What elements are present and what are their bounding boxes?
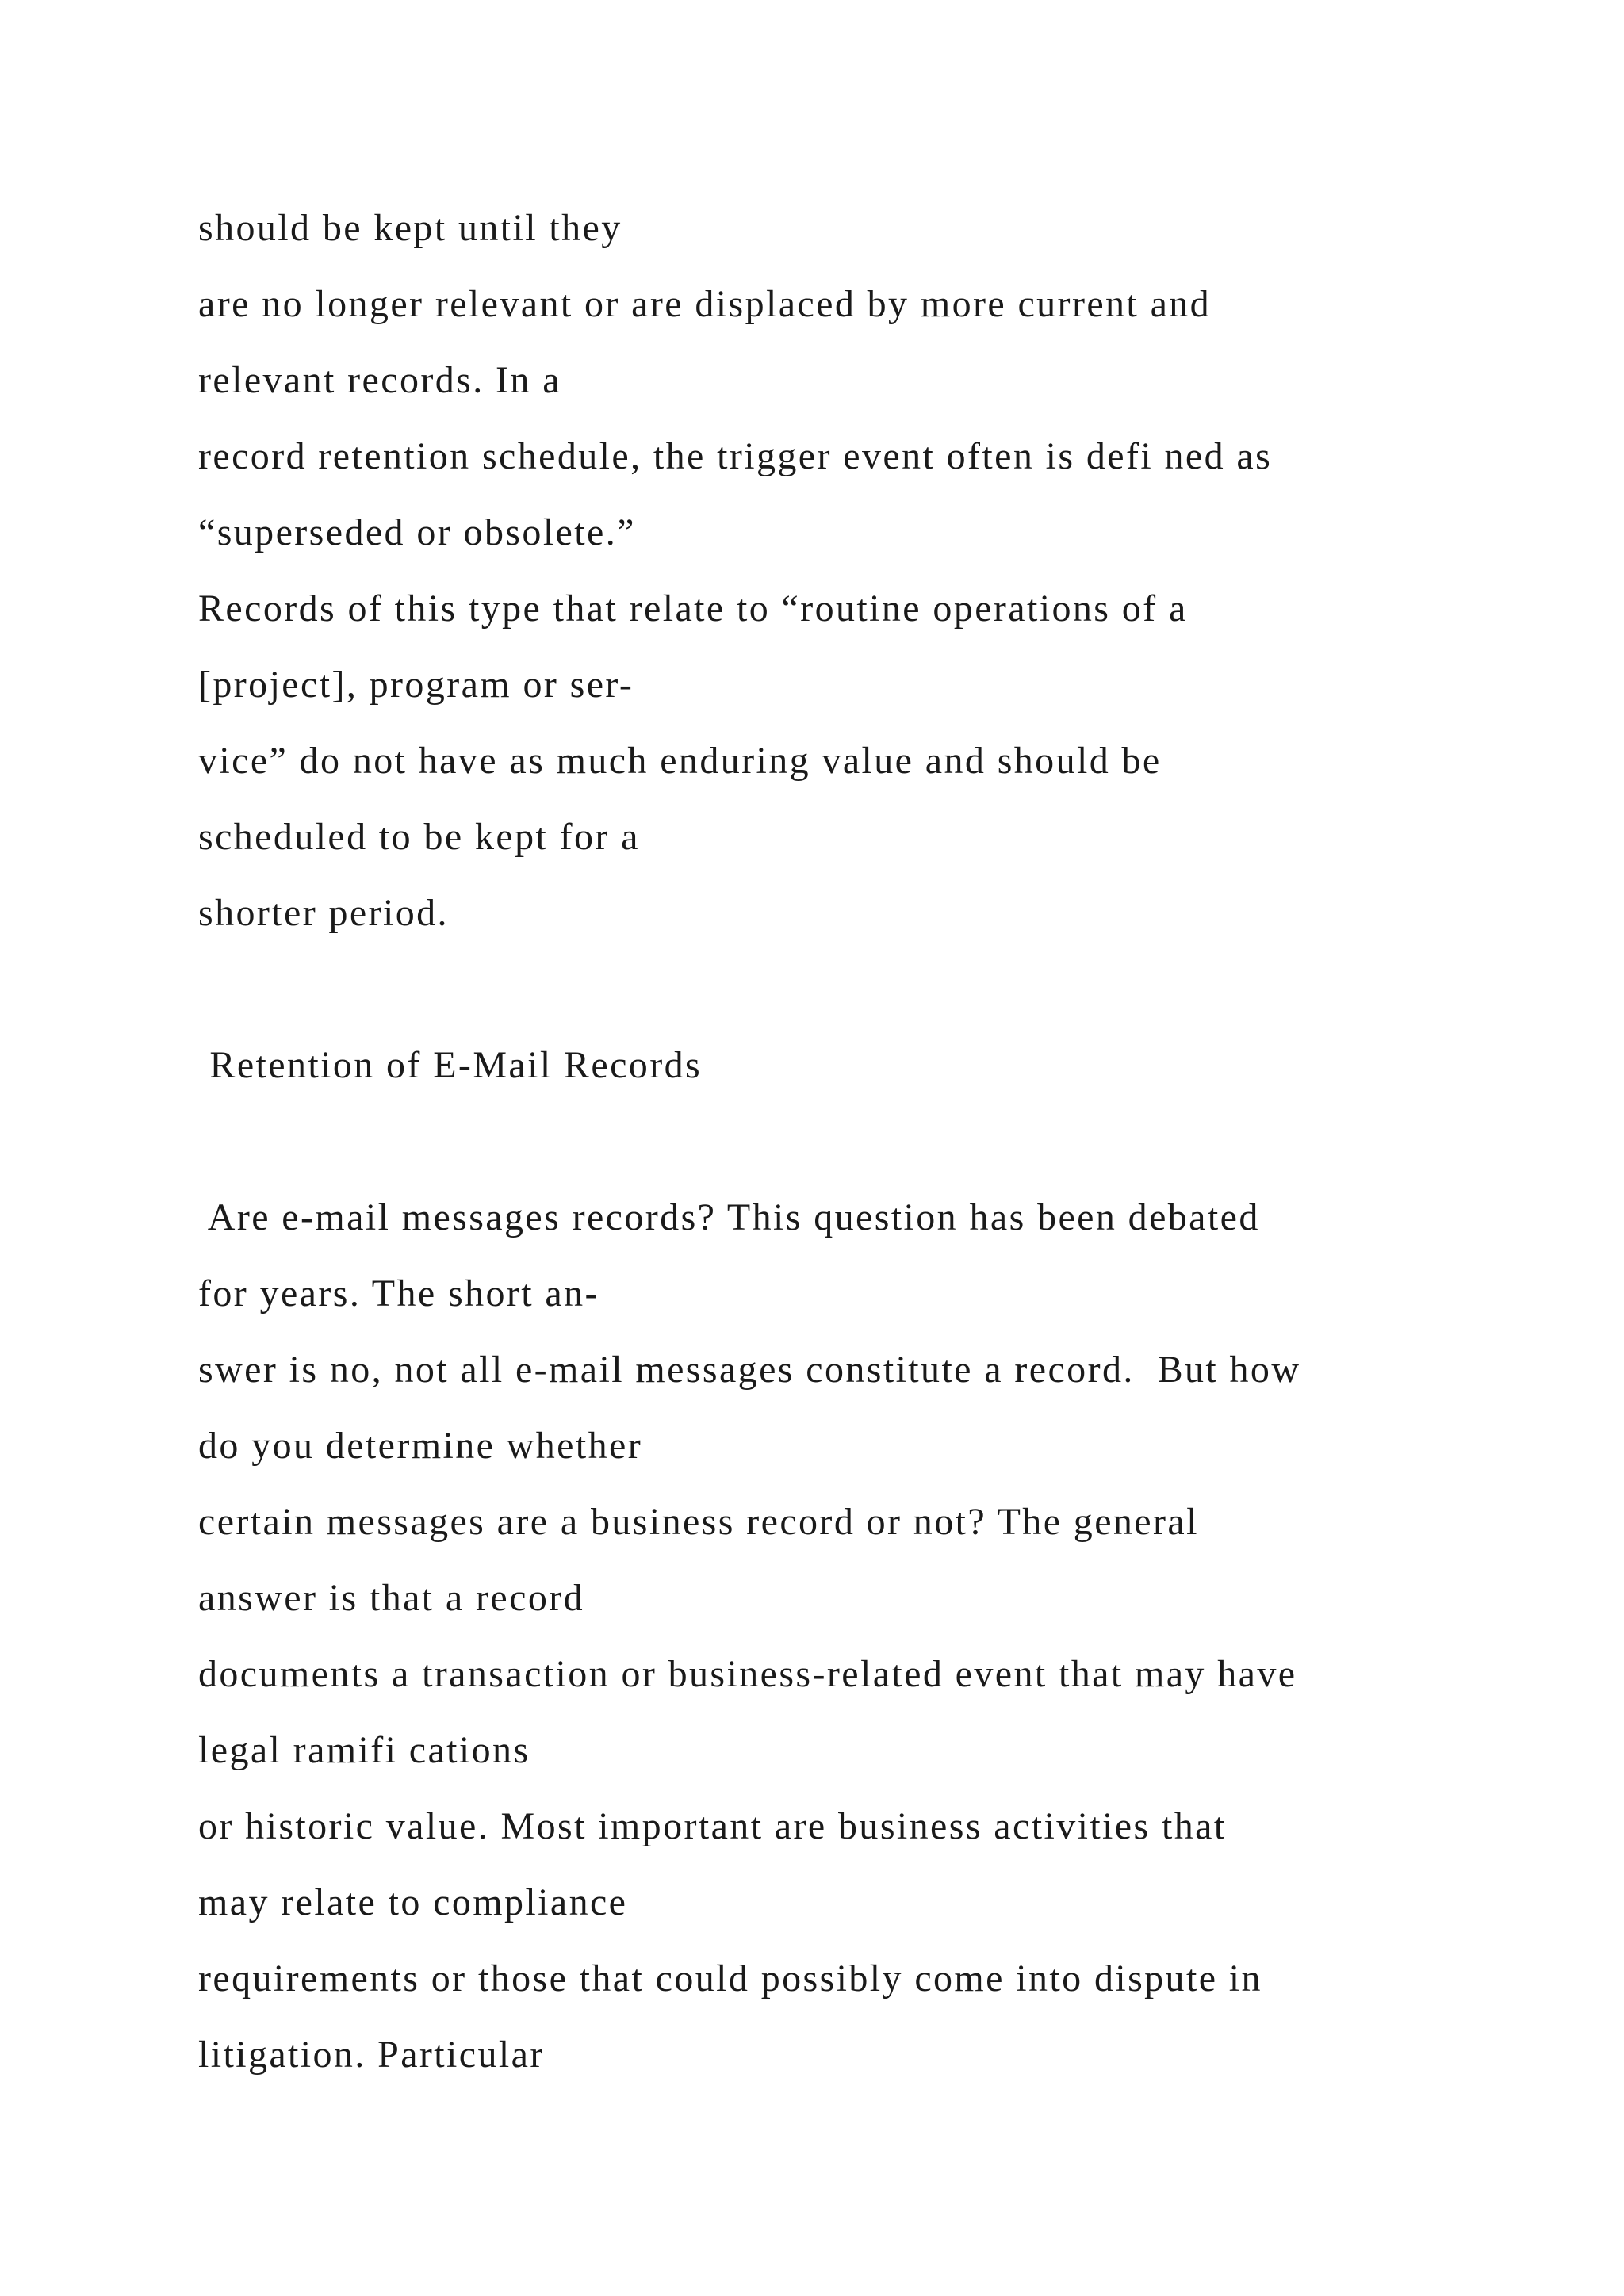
text-line: relevant records. In a: [198, 359, 561, 401]
text-line: do you determine whether: [198, 1425, 643, 1467]
text-line: [project], program or ser-: [198, 664, 634, 706]
text-line: or historic value. Most important are business activities that: [198, 1805, 1227, 1847]
text-line: Are e-mail messages records? This question has been debated: [198, 1196, 1260, 1238]
text-line: scheduled to be kept for a: [198, 816, 640, 858]
text-line: answer is that a record: [198, 1577, 585, 1619]
text-line: requirements or those that could possibly come into dispute in: [198, 1957, 1262, 1999]
text-line: vice” do not have as much enduring value and should be: [198, 740, 1162, 782]
text-line: documents a transaction or business-related event that may have: [198, 1653, 1297, 1695]
paragraph-records-superseded: [198, 190, 1546, 951]
text-line: swer is no, not all e-mail messages constitute a record. But how: [198, 1349, 1301, 1391]
paragraph-email-records: [198, 1180, 1546, 2093]
text-line: for years. The short an-: [198, 1272, 599, 1314]
text-line: record retention schedule, the trigger event often is defi ned as: [198, 435, 1273, 477]
text-line: shorter period.: [198, 892, 449, 934]
text-line: “superseded or obsolete.”: [198, 511, 636, 553]
paragraph-spacer: [198, 951, 1546, 1027]
text-line: legal ramifi cations: [198, 1729, 530, 1771]
text-line: litigation. Particular: [198, 2034, 545, 2076]
text-line: certain messages are a business record or not? The general: [198, 1501, 1199, 1543]
document-body: [198, 190, 1546, 2093]
text-line: Records of this type that relate to “routine operations of a: [198, 587, 1188, 629]
text-line: are no longer relevant or are displaced by more current and: [198, 283, 1212, 325]
text-line: may relate to compliance: [198, 1881, 628, 1923]
section-heading: Retention of E-Mail Records: [198, 1044, 703, 1086]
text-line: should be kept until they: [198, 207, 622, 249]
paragraph-spacer: [198, 1104, 1546, 1180]
